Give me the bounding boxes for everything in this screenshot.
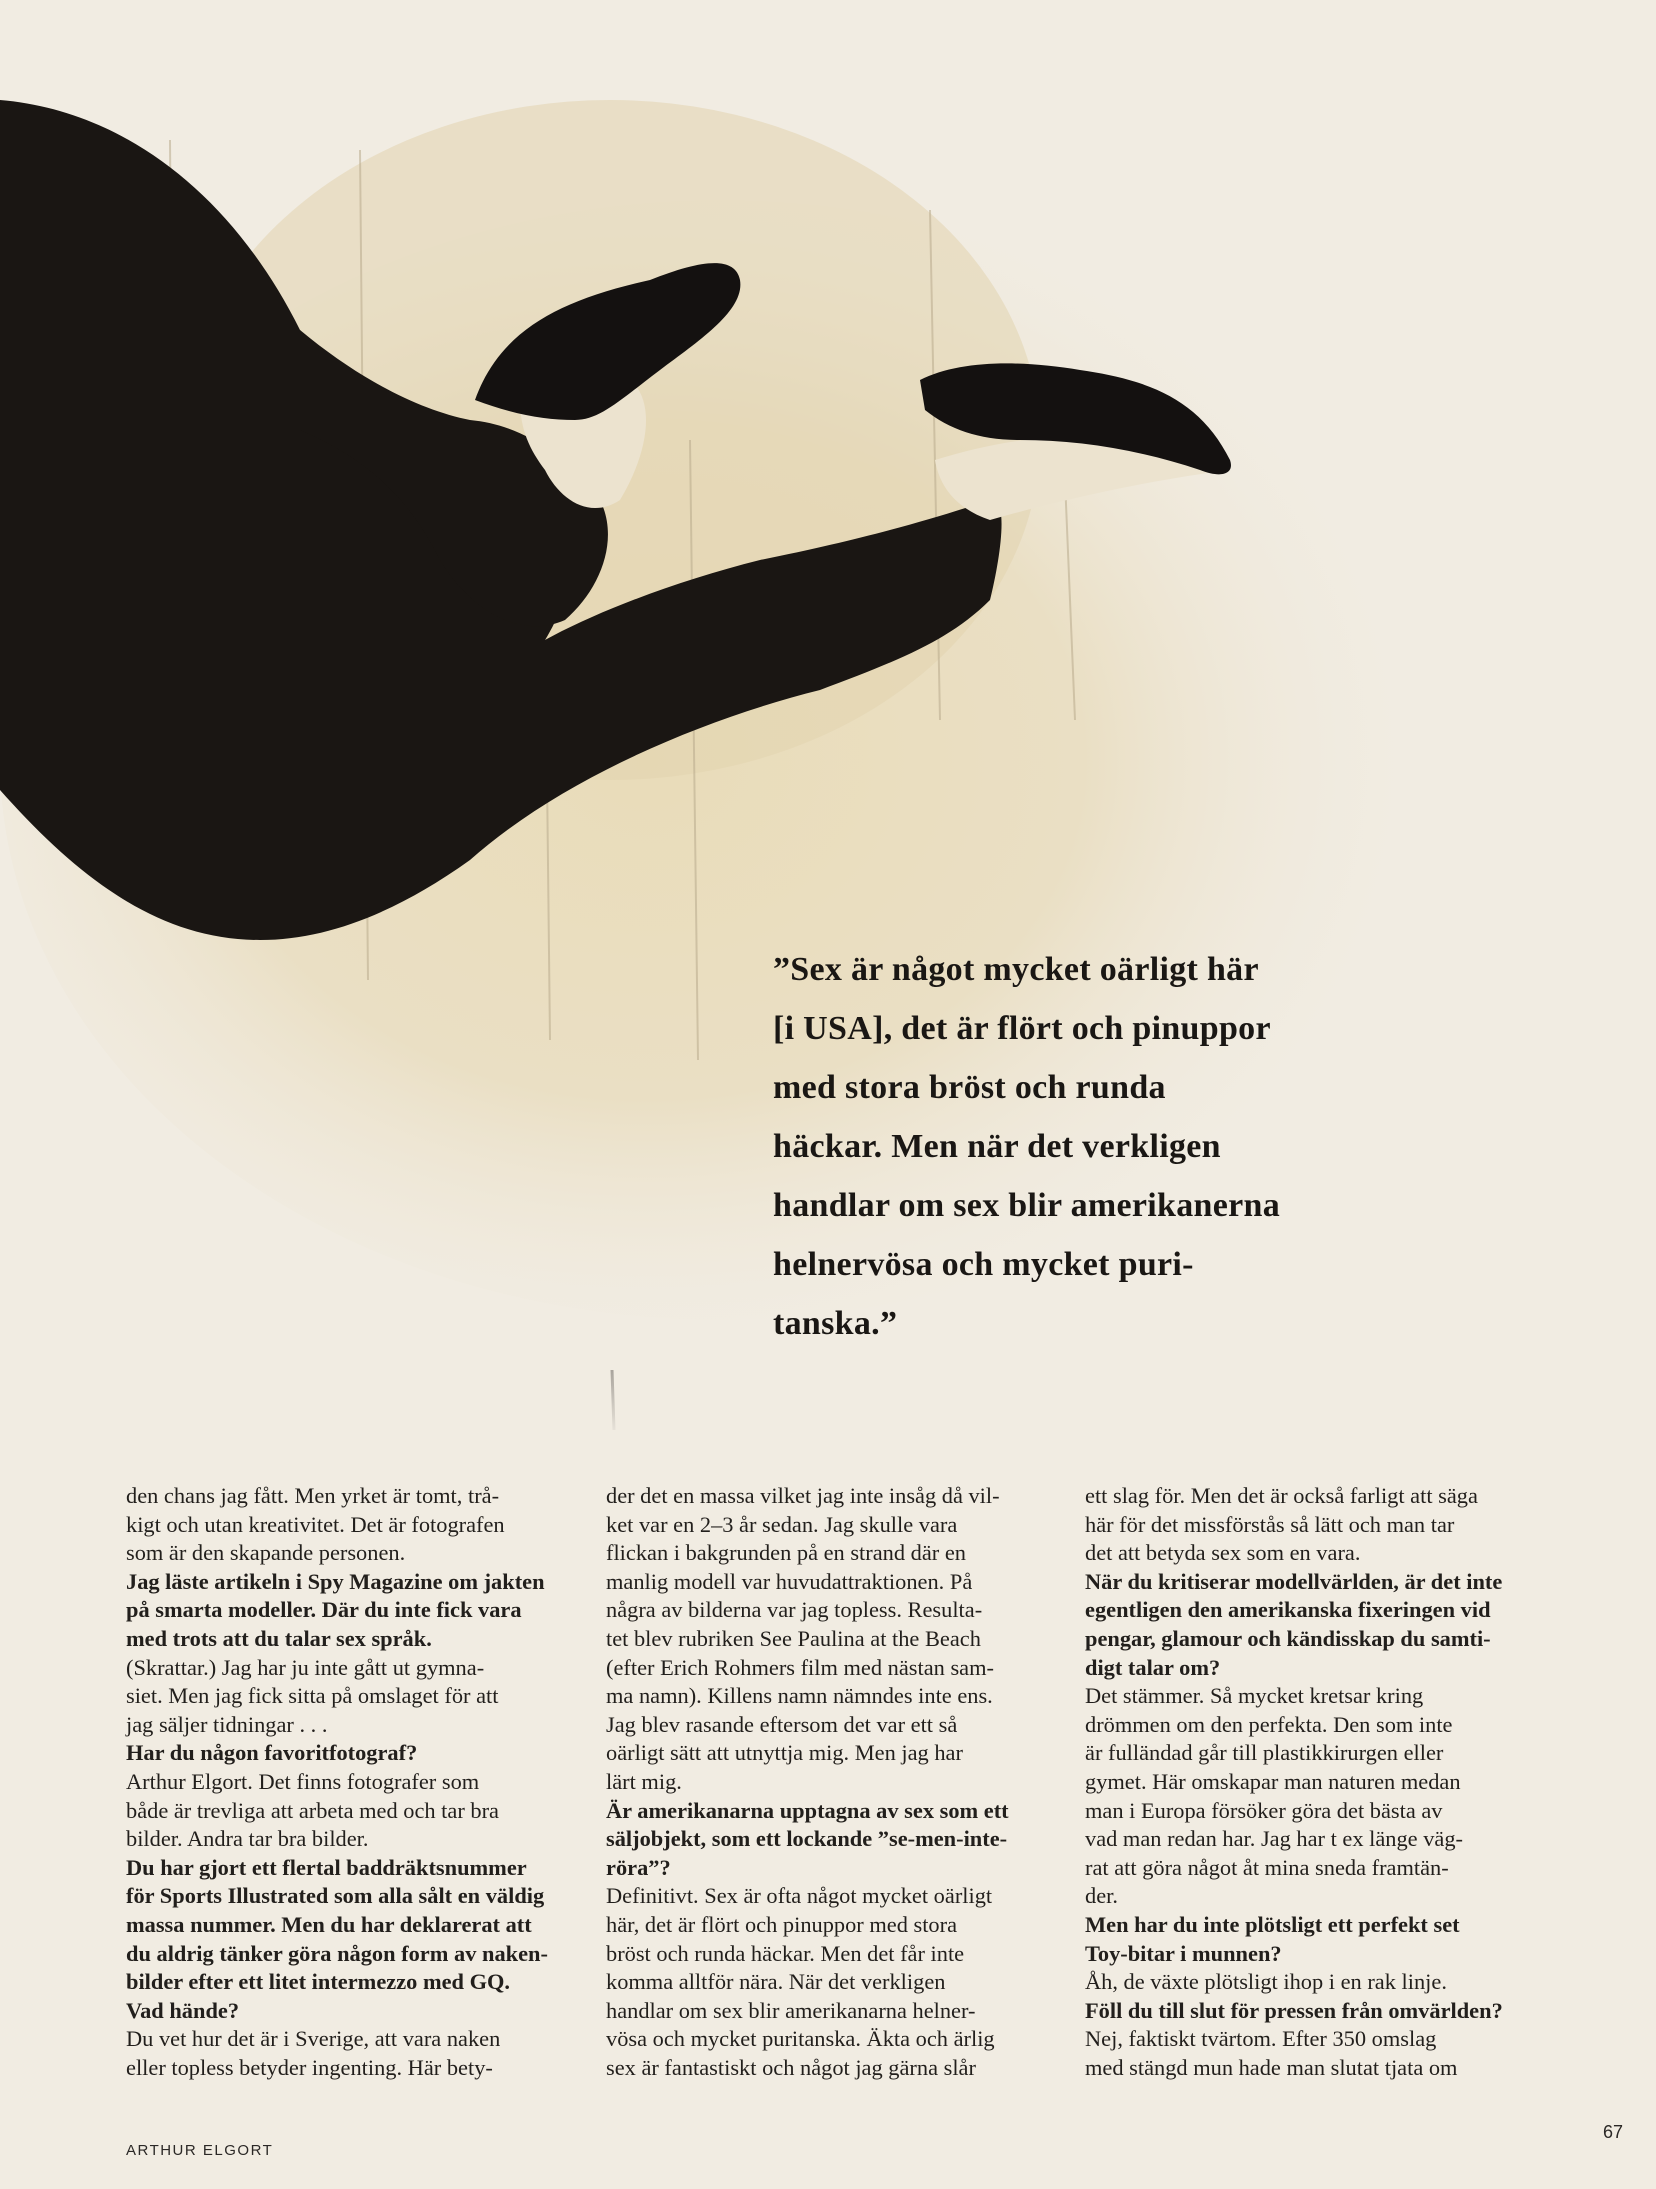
answer-line: jag säljer tidningar . . . bbox=[126, 1711, 328, 1737]
answer-line: flickan i bakgrunden på en strand där en bbox=[606, 1540, 966, 1566]
answer-line: tet blev rubriken See Paulina at the Beach bbox=[606, 1625, 981, 1651]
answer-line: sex är fantastiskt och något jag gärna slår bbox=[606, 2054, 976, 2080]
question-line: Toy-bitar i munnen? bbox=[1085, 1940, 1282, 1966]
question-line: Har du någon favoritfotograf? bbox=[126, 1740, 418, 1766]
pull-quote bbox=[773, 940, 1413, 1353]
question-line: digt talar om? bbox=[1085, 1654, 1221, 1680]
answer-line: (efter Erich Rohmers film med nästan sam- bbox=[606, 1654, 994, 1680]
answer-line: bröst och runda häckar. Men det får inte bbox=[606, 1940, 965, 1966]
answer-line: Nej, faktiskt tvärtom. Efter 350 omslag bbox=[1085, 2026, 1437, 2052]
answer-line: Du vet hur det är i Sverige, att vara naken bbox=[126, 2026, 501, 2052]
answer-line: manlig modell var huvudattraktionen. På bbox=[606, 1568, 973, 1594]
answer-line: lärt mig. bbox=[606, 1768, 682, 1794]
answer-line: bilder. Andra tar bra bilder. bbox=[126, 1826, 369, 1852]
answer-line: ett slag för. Men det är också farligt att säga bbox=[1085, 1483, 1478, 1508]
pull-quote-line: tanska.” bbox=[773, 1305, 898, 1342]
answer-line: vösa och mycket puritanska. Äkta och ärlig bbox=[606, 2026, 995, 2052]
answer-line: kigt och utan kreativitet. Det är fotografen bbox=[126, 1511, 505, 1537]
answer-line: komma alltför nära. När det verkligen bbox=[606, 1969, 946, 1995]
answer-line: der. bbox=[1085, 1883, 1118, 1909]
answer-line: man i Europa försöker göra det bästa av bbox=[1085, 1797, 1443, 1823]
question-line: pengar, glamour och kändisskap du samti- bbox=[1085, 1625, 1491, 1651]
question-line: Du har gjort ett flertal baddräktsnummer bbox=[126, 1854, 527, 1880]
pull-quote-line: häckar. Men när det verkligen bbox=[773, 1128, 1221, 1165]
answer-line: med stängd mun hade man slutat tjata om bbox=[1085, 2054, 1458, 2080]
answer-line: Jag blev rasande eftersom det var ett så bbox=[606, 1711, 958, 1737]
question-line: Men har du inte plötsligt ett perfekt set bbox=[1085, 1911, 1460, 1937]
question-line: Föll du till slut för pressen från omvärlden? bbox=[1085, 1997, 1503, 2023]
answer-line: det att betyda sex som en vara. bbox=[1085, 1540, 1361, 1566]
answer-line: handlar om sex blir amerikanarna helner- bbox=[606, 1997, 976, 2023]
answer-line: siet. Men jag fick sitta på omslaget för att bbox=[126, 1683, 499, 1709]
question-line: för Sports Illustrated som alla sålt en väldig bbox=[126, 1883, 545, 1909]
text-column-2 bbox=[606, 1482, 1034, 2082]
question-line: egentligen den amerikanska fixeringen vid bbox=[1085, 1597, 1491, 1623]
pull-quote-line: helnervösa och mycket puri- bbox=[773, 1246, 1194, 1283]
text-column-1 bbox=[126, 1482, 554, 2082]
answer-line: som är den skapande personen. bbox=[126, 1540, 406, 1566]
answer-line: Det stämmer. Så mycket kretsar kring bbox=[1085, 1683, 1424, 1709]
question-line: massa nummer. Men du har deklarerat att bbox=[126, 1911, 532, 1937]
question-line: Är amerikanarna upptagna av sex som ett bbox=[606, 1797, 1009, 1823]
answer-line: rat att göra något åt mina sneda framtän- bbox=[1085, 1854, 1449, 1880]
answer-line: oärligt sätt att utnyttja mig. Men jag har bbox=[606, 1740, 963, 1766]
answer-line: Åh, de växte plötsligt ihop i en rak linje. bbox=[1085, 1969, 1447, 1995]
answer-line: både är trevliga att arbeta med och tar bra bbox=[126, 1797, 499, 1823]
answer-line: (Skrattar.) Jag har ju inte gått ut gymna- bbox=[126, 1654, 485, 1680]
answer-line: är fulländad går till plastikkirurgen eller bbox=[1085, 1740, 1444, 1766]
text-column-3 bbox=[1085, 1482, 1513, 2082]
answer-line: här, det är flört och pinuppor med stora bbox=[606, 1911, 958, 1937]
answer-line: drömmen om den perfekta. Den som inte bbox=[1085, 1711, 1453, 1737]
answer-line: Arthur Elgort. Det finns fotografer som bbox=[126, 1768, 480, 1794]
question-line: med trots att du talar sex språk. bbox=[126, 1625, 432, 1651]
answer-line: eller topless betyder ingenting. Här bety- bbox=[126, 2054, 493, 2080]
question-line: röra”? bbox=[606, 1854, 671, 1880]
question-line: bilder efter ett litet intermezzo med GQ. bbox=[126, 1969, 511, 1995]
question-line: säljobjekt, som ett lockande ”se-men-inte- bbox=[606, 1826, 1008, 1852]
pull-quote-line: [i USA], det är flört och pinuppor bbox=[773, 1010, 1271, 1047]
question-line: Jag läste artikeln i Spy Magazine om jakten bbox=[126, 1568, 545, 1594]
answer-line: den chans jag fått. Men yrket är tomt, trå- bbox=[126, 1483, 500, 1508]
page-number: 67 bbox=[1603, 2122, 1624, 2142]
answer-line: ket var en 2–3 år sedan. Jag skulle vara bbox=[606, 1511, 958, 1537]
pull-quote-line: med stora bröst och runda bbox=[773, 1069, 1166, 1106]
photo-credit: ARTHUR ELGORT bbox=[126, 2142, 274, 2159]
question-line: du aldrig tänker göra någon form av naken- bbox=[126, 1940, 548, 1966]
question-line: Vad hände? bbox=[126, 1997, 240, 2023]
answer-line: vad man redan har. Jag har t ex länge väg- bbox=[1085, 1826, 1463, 1852]
pull-quote-line: handlar om sex blir amerikanerna bbox=[773, 1187, 1281, 1224]
answer-line: Definitivt. Sex är ofta något mycket oärligt bbox=[606, 1883, 993, 1909]
answer-line: ma namn). Killens namn nämndes inte ens. bbox=[606, 1683, 993, 1709]
answer-line: der det en massa vilket jag inte insåg då vil- bbox=[606, 1483, 1000, 1508]
question-line: på smarta modeller. Där du inte fick vara bbox=[126, 1597, 522, 1623]
answer-line: gymet. Här omskapar man naturen medan bbox=[1085, 1768, 1461, 1794]
answer-line: här för det missförstås så lätt och man tar bbox=[1085, 1511, 1455, 1537]
answer-line: några av bilderna var jag topless. Resulta- bbox=[606, 1597, 983, 1623]
pull-quote-line: ”Sex är något mycket oärligt här bbox=[773, 951, 1259, 988]
question-line: När du kritiserar modellvärlden, är det inte bbox=[1085, 1568, 1503, 1594]
